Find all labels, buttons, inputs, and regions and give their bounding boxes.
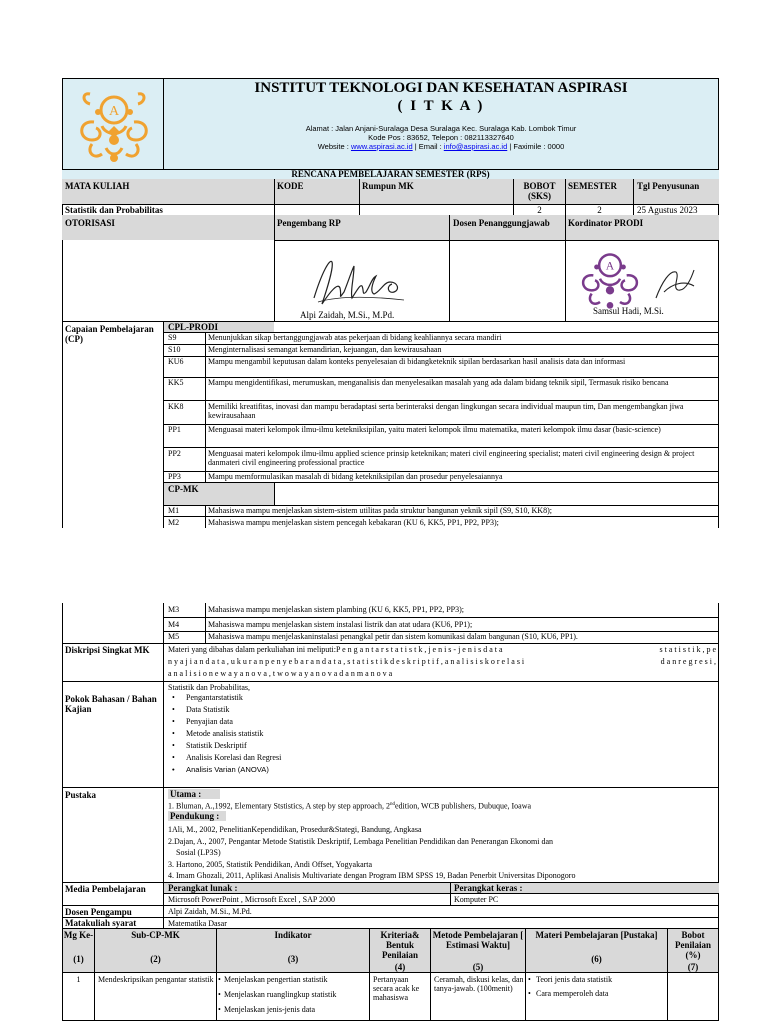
cpmk-code: M3	[168, 605, 180, 614]
institution-name: INSTITUT TEKNOLOGI DAN KESEHATAN ASPIRASI	[254, 80, 628, 96]
wk-header-kriteria: Kriteria& Bentuk Penilaian	[380, 930, 420, 960]
cpmk-text: Mahasiswa mampu menjelaskaninstalasi penangkal petir dan sistem komunikasi dalam bangunan (S10, KU6, PP1).	[208, 632, 578, 641]
cpl-text: Mampu mengambil keputusan dalam konteks penyelesaian di bidangketeknik sipilan berdasarkan hasil analisis data dan informasi	[208, 357, 626, 366]
pokok-item: • Analisis Varian (ANOVA)	[168, 765, 468, 777]
media-keras-value: Komputer PC	[454, 895, 499, 904]
pengembang-name: Alpi Zaidah, M.Si., M.Pd.	[300, 310, 395, 320]
wk-num-5: (5)	[472, 962, 484, 972]
pokok-intro: Statistik dan Probabilitas,	[168, 683, 250, 692]
wk-header-subcp: Sub-CP-MK	[131, 930, 180, 940]
fax-text: | Faximile : 0000	[507, 142, 565, 151]
cpl-code: S10	[168, 345, 181, 354]
deskripsi-line-2-end: d a n r e g r e s i ,	[660, 657, 716, 666]
media-lunak-label: Perangkat lunak :	[168, 883, 238, 893]
koordinator-name: Samsul Hadi, M.Si.	[593, 306, 664, 316]
syarat-value: Matematika Dasar	[168, 919, 227, 928]
wk-num-7: (7)	[687, 962, 699, 972]
cpl-text: Mampu mengidentifikasi, merumuskan, menganalisis dan menyelesaikan masalah yang ada dalam bidang teknik sipil, Termasuk risiko bencana	[208, 378, 669, 387]
cpmk-text: Mahasiswa mampu menjelaskan sistem instalasi listrik dan atat udara (KU6, PP1);	[208, 620, 473, 629]
pustaka-pendukung-label: Pendukung :	[170, 811, 220, 821]
pokok-item: • Analisis Korelasi dan Regresi	[168, 753, 468, 765]
col-semester: SEMESTER	[568, 181, 618, 191]
wk-num-3: (3)	[287, 954, 299, 964]
pokok-list	[168, 693, 468, 777]
course-semester: 2	[597, 205, 602, 215]
pokok-item: • Penyajian data	[168, 717, 468, 729]
address-line-2: Kode Pos : 83652, Telepon : 082113327640	[368, 133, 514, 142]
website-label: Website :	[317, 142, 351, 151]
institution-abbr: ( I T K A )	[397, 98, 485, 114]
institution-logo	[72, 82, 156, 166]
pokok-item: • Statistik Deskriptif	[168, 741, 468, 753]
email-link[interactable]: info@aspirasi.ac.id	[443, 142, 508, 151]
cpmk-code: M1	[168, 506, 180, 515]
wk1-indikator: • Menjelaskan jenis-jenis data	[214, 1005, 370, 1020]
deskripsi-line-1-end: s t a t i s t i k , p e	[659, 645, 716, 654]
contact-line	[164, 143, 718, 151]
svg-text:A: A	[605, 259, 615, 273]
deskripsi-line-1: Materi yang dibahas dalam perkuliahan ini meliputi:P e n g a n t a r s t a t i s t k , j e n i s - j e n i s d a t a	[168, 645, 503, 654]
wk-header-materi: Materi Pembelajaran [Pustaka]	[535, 930, 658, 940]
wk1-materi: • Cara memperoleh data	[524, 989, 666, 1003]
wk1-metode: Ceramah, diskusi kelas, dan tanya-jawab. (100menit)	[434, 975, 524, 993]
koordinator-signature	[650, 262, 700, 306]
wk1-indikator-list	[214, 975, 370, 1020]
wk-header-metode: Metode Pembelajaran [ Estimasi Waktu]	[432, 930, 524, 950]
cpl-code: PP1	[168, 425, 181, 434]
col-rumpun: Rumpun MK	[362, 181, 414, 191]
cpl-code: S9	[168, 333, 177, 342]
pustaka-pendukung-2b: Sosial (LP3S)	[176, 848, 221, 857]
cpl-text: Mampu memformulasikan masalah di bidang ketekniksipilan dan prosedur penyelesaiannya	[208, 472, 503, 481]
cp-label: Capaian Pembelajaran (CP)	[65, 324, 154, 344]
cpl-text: Menunjukkan sikap bertanggungjawab atas pekerjaan di bidang keahliannya secara mandiri	[208, 333, 502, 342]
pustaka-pendukung-3: 3. Hartono, 2005, Statistik Pendidikan, Andi Offset, Yogyakarta	[168, 860, 373, 869]
cpmk-text: Mahasiswa mampu menjelaskan sistem-sistem utilitas pada struktur bangunan yeknik sipil (S9, S10, KK8);	[208, 506, 552, 515]
koordinator-label: Kordinator PRODI	[568, 218, 644, 228]
col-kode: KODE	[277, 181, 304, 191]
cpmk-text: Mahasiswa mampu menjelaskan sistem plambing (KU 6, KK5, PP1, PP2, PP3);	[208, 605, 464, 614]
wk-num-4: (4)	[394, 962, 406, 972]
pokok-item: • Data Statistik	[168, 705, 468, 717]
prodi-logo	[574, 242, 646, 312]
wk1-materi: • Teori jenis data statistik	[524, 975, 666, 989]
cpl-code: PP3	[168, 472, 181, 481]
dosen-label: Dosen Pengampu	[65, 907, 132, 917]
wk1-indikator: • Menjelaskan pengertian statistik	[214, 975, 370, 990]
cpl-text: Menguasai materi kelompok ilmu-ilmu applied science prinsip keteknikan; materi civil engineering specialist; materi civil engineering design & project danmateri civil engineering professional practice	[208, 449, 695, 467]
pustaka-utama-label: Utama :	[170, 789, 202, 799]
rps-title: RENCANA PEMBELAJARAN SEMESTER (RPS)	[291, 169, 490, 179]
media-keras-label: Perangkat keras :	[454, 883, 523, 893]
email-label: | Email :	[412, 142, 444, 151]
col-mata-kuliah: MATA KULIAH	[65, 181, 130, 191]
cpl-code: KK8	[168, 402, 184, 411]
cpl-header: CPL-PRODI	[168, 322, 218, 332]
wk1-subcp: Mendeskripsikan pengantar statistik	[98, 975, 214, 984]
pustaka-pendukung-2: 2.Dajan, A., 2007, Pengantar Metode Statistik Deskriptif, Lembaga Penelitian Pendidikan dan Penerangan Ekonomi dan	[168, 837, 554, 846]
pokok-item: • Metode analisis statistik	[168, 729, 468, 741]
wk-header-bobot: Bobot Penilaian (%)	[674, 930, 711, 960]
pustaka-pendukung-4: 4. Imam Ghozali, 2011, Aplikasi Analisis Multivariate dengan Program IBM SPSS 19, Badan Penerbit Universitas Diponogoro	[168, 871, 576, 880]
address-line-1: Alamat : Jalan Anjani-Suralaga Desa Suralaga Kec. Suralaga Kab. Lombok Timur	[305, 124, 577, 133]
svg-text:A: A	[108, 104, 120, 119]
pustaka-pendukung-1: 1Ali, M., 2002, PenelitianKependidikan, Prosedur&Stategi, Bandung, Angkasa	[168, 825, 422, 834]
wk1-indikator: • Menjelaskan ruanglingkup statistik	[214, 990, 370, 1005]
col-bobot: BOBOT (SKS)	[523, 181, 556, 201]
pokok-item: • Pengantarstatistik	[168, 693, 468, 705]
cpl-code: KU6	[168, 357, 184, 366]
cpl-code: PP2	[168, 449, 181, 458]
wk1-materi-list	[524, 975, 666, 1003]
pengembang-label: Pengembang RP	[277, 218, 341, 228]
cpmk-header: CP-MK	[168, 484, 199, 494]
wk1-kriteria: Pertanyaan secara acak ke mahasiswa	[373, 975, 420, 1002]
cpmk-code: M5	[168, 632, 180, 641]
deskripsi-line-2: n y a j i a n d a t a , u k u r a n p e n y e b a r a n d a t a , s t a t i s t i k d e s k r i p t i f , a n a l i s i s k o r e l a s i	[168, 657, 525, 666]
syarat-label: Matakuliah syarat	[65, 918, 137, 928]
cpmk-text: Mahasiswa mampu menjelaskan sistem pencegah kebakaran (KU 6, KK5, PP1, PP2, PP3);	[208, 518, 499, 527]
otorisasi-label: OTORISASI	[65, 218, 115, 228]
cpl-text: Memiliki kreatifitas, inovasi dan mampu beradaptasi serta berinteraksi dengan lingkungan secara individual maupun tim, Dan mengembangkan jiwa kewirausahaan	[208, 402, 684, 420]
wk-num-2: (2)	[150, 954, 161, 964]
cpmk-code: M2	[168, 518, 180, 527]
cpl-text: Menguasai materi kelompok ilmu-ilmu ketekniksipilan, yaitu materi kelompok ilmu matematika, materi kelompok ilmu dasar (basic-science)	[208, 425, 661, 434]
cpl-text: Menginternalisasi semangat kemandirian, kejuangan, dan kewirausahaan	[208, 345, 442, 354]
wk1-week: 1	[76, 975, 81, 984]
wk-header-indikator: Indikator	[274, 930, 312, 940]
website-link[interactable]: www.aspirasi.ac.id	[350, 142, 413, 151]
course-name: Statistik dan Probabilitas	[65, 205, 163, 215]
pustaka-label: Pustaka	[65, 790, 97, 800]
pustaka-utama-1: 1. Bluman, A.,1992, Elementary Ststistics, A step by step approach, 2ndedition, WCB publishers, Dubuque, Ioawa	[168, 801, 532, 811]
media-label: Media Pembelajaran	[65, 884, 146, 894]
course-tgl: 25 Agustus 2023	[637, 205, 698, 215]
col-tgl: Tgl Penyusunan	[637, 181, 700, 191]
course-bobot: 2	[537, 205, 542, 215]
dosen-pj-label: Dosen Penanggungjawab	[453, 218, 550, 228]
cpl-code: KK5	[168, 378, 184, 387]
deskripsi-label: Diskripsi Singkat MK	[65, 645, 150, 655]
cpmk-code: M4	[168, 620, 180, 629]
pengembang-signature	[308, 252, 412, 312]
media-lunak-value: Microsoft PowerPoint , Microsoft Excel , SAP 2000	[168, 895, 336, 904]
wk-num-1: (1)	[73, 954, 84, 964]
pokok-label: Pokok Bahasan / Bahan Kajian	[65, 694, 157, 714]
deskripsi-line-3: a n a l i s i o n e w a y a n o v a , t w o w a y a n o v a d a n m a n o v a	[168, 669, 393, 678]
wk-num-6: (6)	[591, 954, 602, 964]
dosen-value: Alpi Zaidah, M.Si., M.Pd.	[168, 907, 252, 916]
wk-header-mg: Mg Ke-	[63, 930, 94, 940]
